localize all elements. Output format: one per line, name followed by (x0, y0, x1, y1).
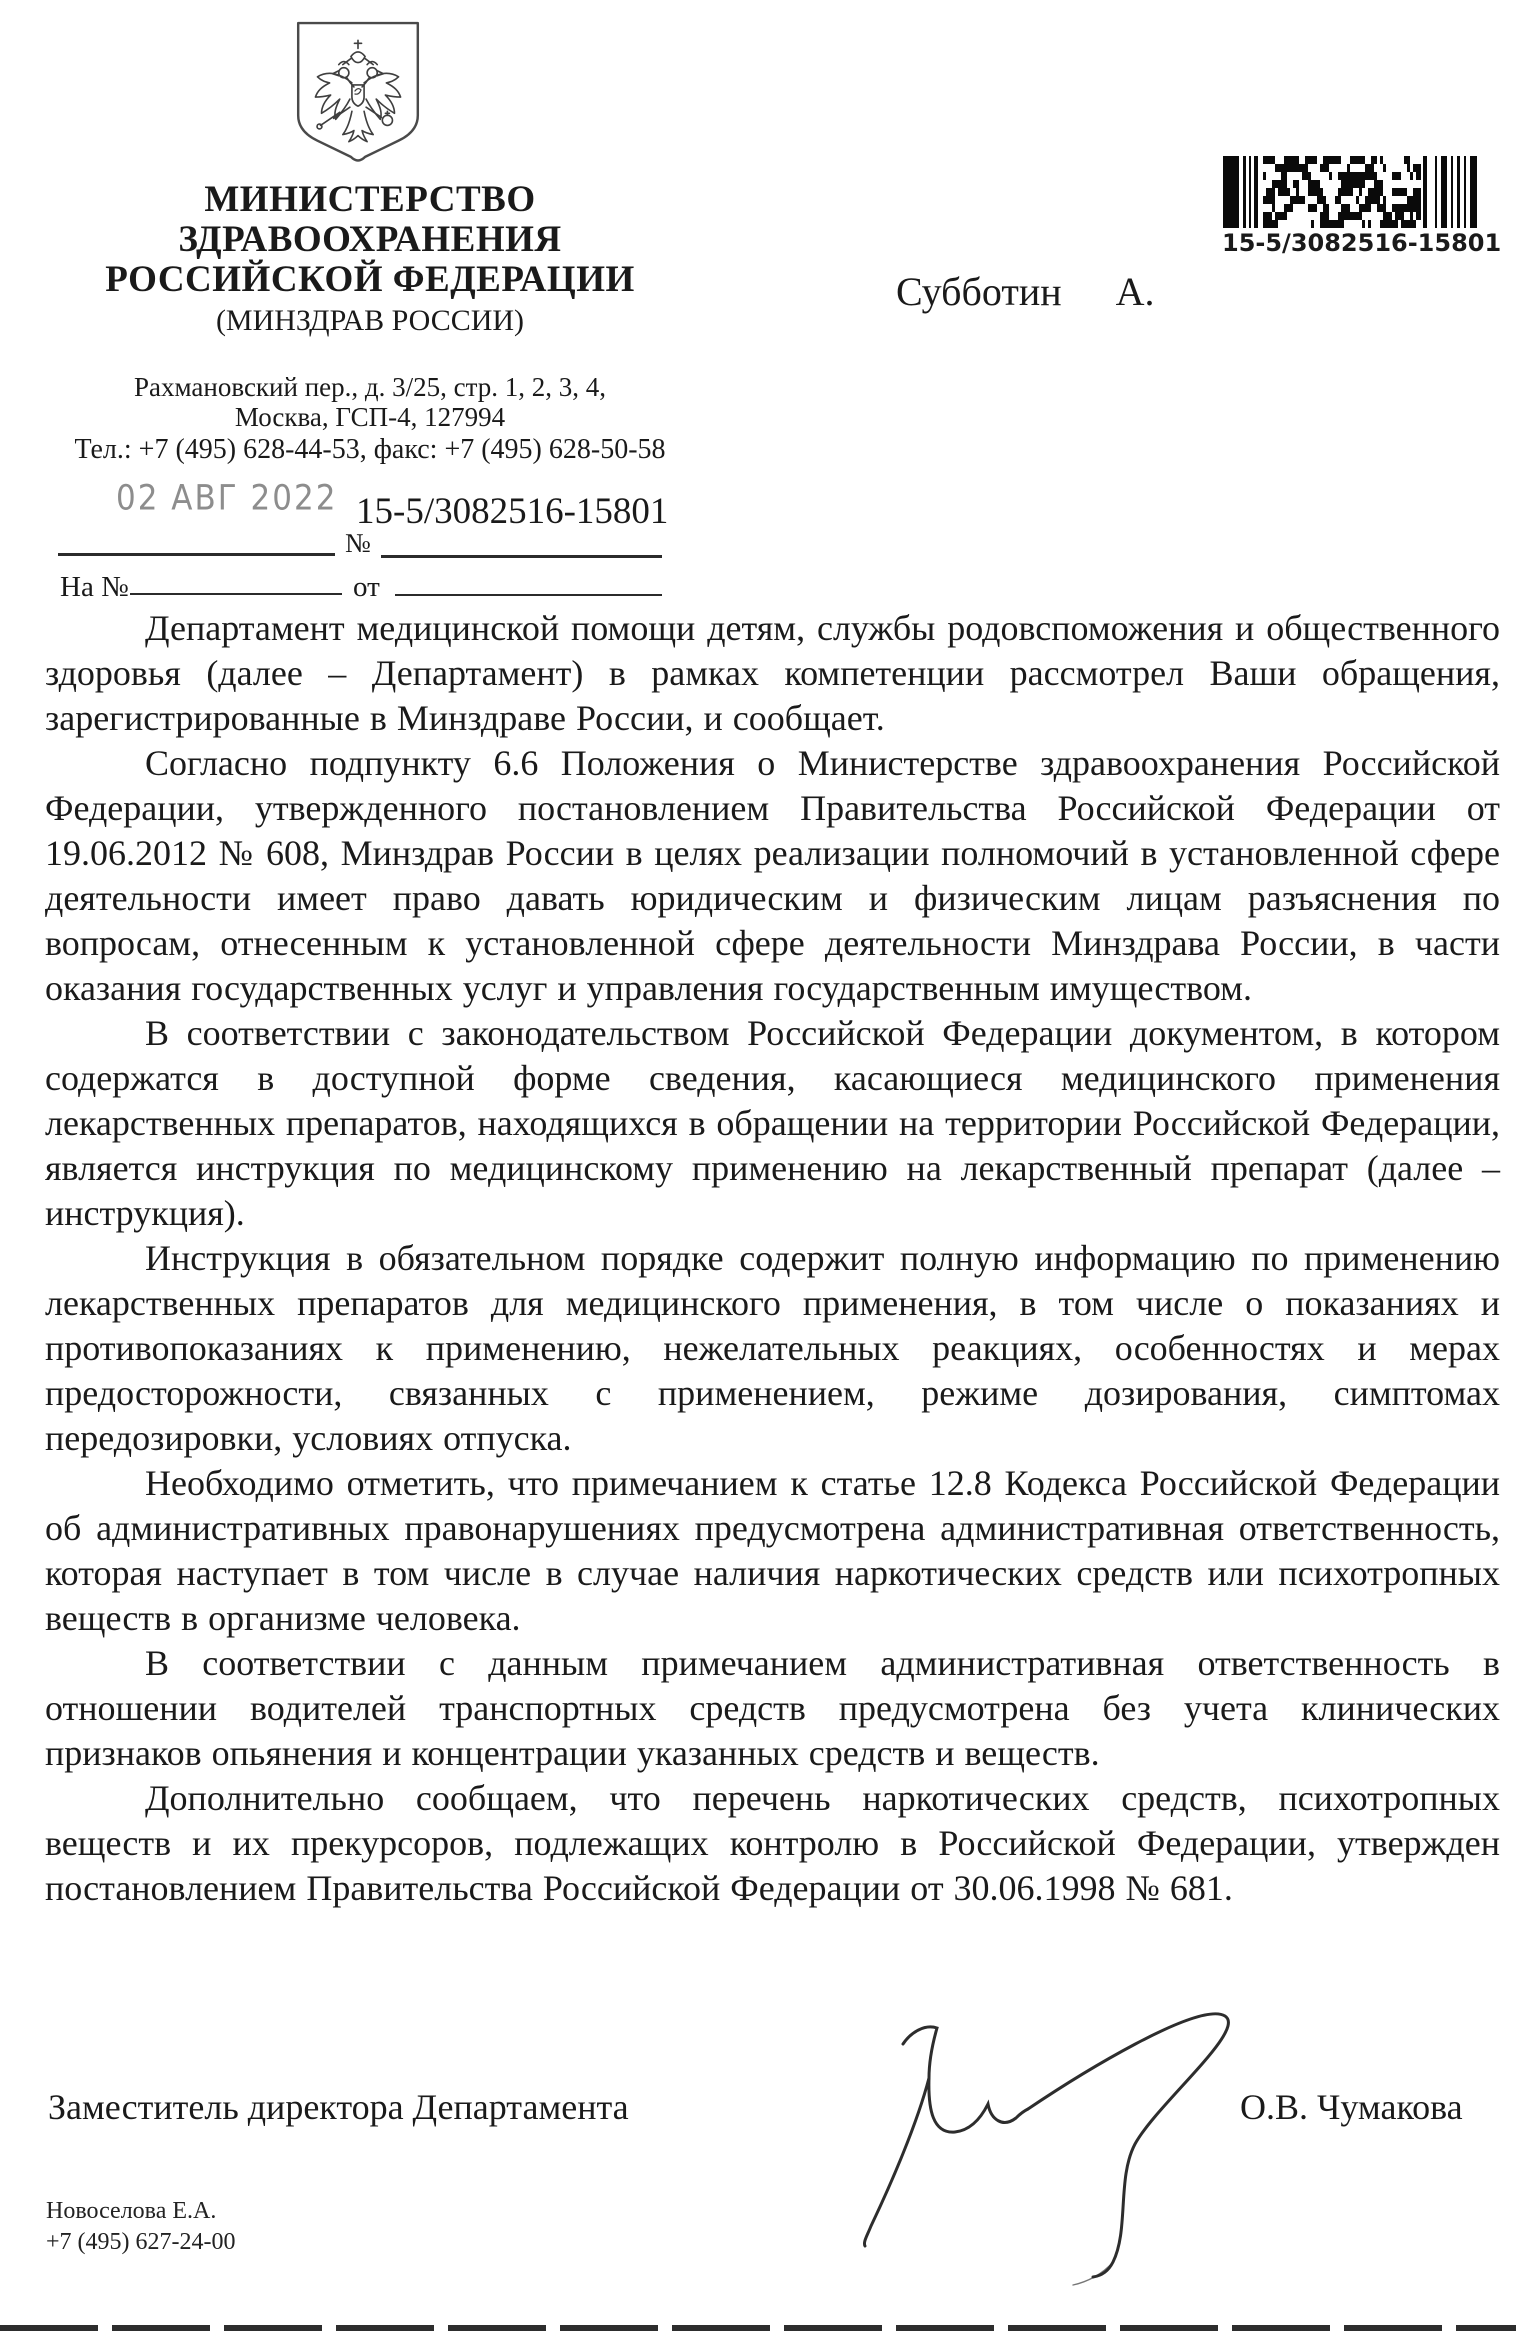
body-paragraph: Согласно подпункту 6.6 Положения о Министерстве здравоохранения Российской Федерации, утвержденного постановлением Правительства Российской Федерации от 19.06.2012 № 608, Минздрав России в целях реализации полномочий в установленной сфере деятельности имеет право давать юридическим и физическим лицам разъяснения по вопросам, отнесенным к установленной сфере деятельности Минздрава России, в части оказания государственных услуг и управления государственным имуществом. (45, 743, 1500, 1008)
signer-name: О.В. Чумакова (1240, 2087, 1463, 2127)
recipient-initials: А. (1115, 269, 1155, 314)
date-stamp: 02 АВГ 2022 (116, 478, 338, 519)
org-short-name: (МИНЗДРАВ РОССИИ) (215, 304, 525, 337)
address-line1: Рахмановский пер., д. 3/25, стр. 1, 2, 3, 4, (134, 372, 606, 402)
body-paragraph: Инструкция в обязательном порядке содержит полную информацию по применению лекарственных препаратов для медицинского применения, в том числе о показаниях и противопоказаниях к применению, нежелательных реакциях, особенностях и мерах предосторожности, связанных с применением, режиме дозирования, симптомах передозировки, условиях отпуска. (45, 1238, 1500, 1458)
recipient-surname: Субботин (896, 269, 1062, 314)
outgoing-number: 15-5/3082516-15801 (356, 491, 669, 532)
barcode-value: 15-5/3082516-15801 (1222, 229, 1502, 257)
coat-of-arms-icon (293, 18, 423, 166)
number-blank-line (381, 555, 662, 558)
org-name-line3: РОССИЙСКОЙ ФЕДЕРАЦИИ (105, 259, 635, 300)
date-blank-line (58, 553, 335, 556)
body-paragraph: Необходимо отметить, что примечанием к статье 12.8 Кодекса Российской Федерации об административных правонарушениях предусмотрена административная ответственность, которая наступает в том числе в случае наличия наркотических средств или психотропных веществ в организме человека. (45, 1463, 1500, 1638)
org-name-line2: ЗДРАВООХРАНЕНИЯ (178, 219, 562, 260)
letterhead-address (38, 372, 702, 432)
executor-phone: +7 (495) 627-24-00 (46, 2229, 236, 2255)
from-date-blank-line (395, 594, 662, 596)
signer-position: Заместитель директора Департамента (48, 2087, 629, 2127)
body-paragraph: Департамент медицинской помощи детям, службы родовспоможения и общественного здоровья (далее – Департамент) в рамках компетенции рассмотрел Ваши обращения, зарегистрированные в Минздраве России, и сообщает. (45, 608, 1500, 738)
barcode-icon (1223, 156, 1477, 228)
in-reply-to-label: На № (60, 571, 129, 603)
org-name-line1: МИНИСТЕРСТВО (204, 179, 536, 220)
number-sign-label: № (345, 528, 371, 558)
letter-body (45, 606, 1500, 1911)
body-paragraph: В соответствии с данным примечанием административная ответственность в отношении водителей транспортных средств предусмотрена без учета клинических признаков опьянения и концентрации указанных средств и веществ. (45, 1643, 1500, 1773)
scan-edge-artifact (0, 2325, 1516, 2331)
recipient-name (896, 268, 1155, 315)
in-reply-number-blank-line (130, 593, 342, 595)
body-paragraph: Дополнительно сообщаем, что перечень наркотических средств, психотропных веществ и их прекурсоров, подлежащих контролю в Российской Федерации, утвержден постановлением Правительства Российской Федерации от 30.06.1998 № 681. (45, 1778, 1500, 1908)
body-paragraph: В соответствии с законодательством Российской Федерации документом, в котором содержатся в доступной форме сведения, касающиеся медицинского применения лекарственных препаратов, находящихся в обращении на территории Российской Федерации, является инструкция по медицинскому применению на лекарственный препарат (далее – инструкция). (45, 1013, 1500, 1233)
letterhead-phone-fax: Тел.: +7 (495) 628-44-53, факс: +7 (495) 628-50-58 (74, 434, 666, 465)
address-line2: Москва, ГСП-4, 127994 (234, 402, 506, 432)
letterhead-org-name (38, 180, 702, 340)
executor-block (46, 2196, 236, 2258)
from-date-label: от (353, 571, 380, 603)
executor-name: Новоселова Е.А. (46, 2198, 217, 2224)
handwritten-signature-icon (815, 1992, 1255, 2292)
